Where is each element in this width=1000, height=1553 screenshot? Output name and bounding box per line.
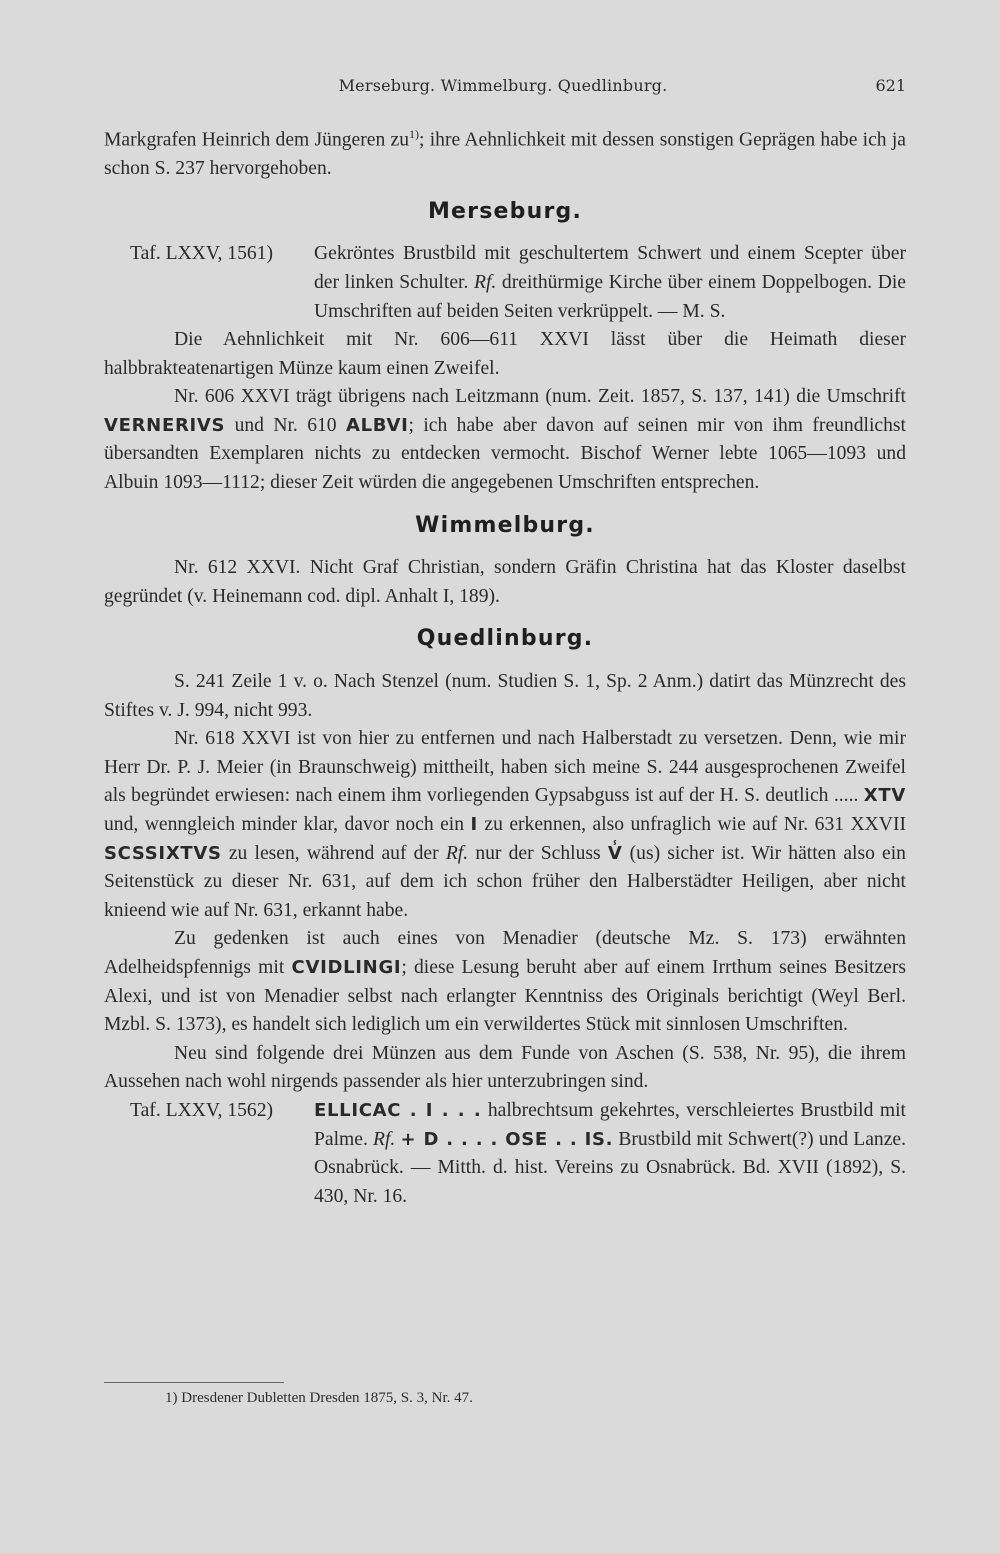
footnote-reference: 1): [409, 127, 420, 141]
quedlinburg-paragraph-3: [104, 925, 906, 1039]
reverse-abbrev: Rf.: [373, 1128, 396, 1150]
section-heading-wimmelburg: Wimmelburg.: [415, 512, 595, 538]
quedlinburg-paragraph-1: S. 241 Zeile 1 v. o. Nach Stenzel (num. Studien S. 1, Sp. 2 Anm.) datirt das Münzrecht des Stiftes v. J. 994, nicht 993.: [104, 671, 906, 721]
quedlinburg-p2-text-b: und, wenngleich minder klar, davor noch ein: [104, 814, 465, 835]
merseburg-p2-text-a: Nr. 606 XXVI trägt übrigens nach Leitzmann (num. Zeit. 1857, S. 137, 141) die Umschrift: [174, 386, 906, 408]
page-header: [100, 76, 906, 100]
inscription-cvidlingi: CVIDLINGI: [291, 956, 402, 978]
merseburg-paragraph-1: Die Aehnlichkeit mit Nr. 606—611 XXVI lässt über die Heimath dieser halbbrakteatenartigen Münze kaum einen Zweifel.: [104, 329, 906, 379]
inscription-xtv: XTV: [863, 785, 906, 807]
entry-text-b: dreithürmige Kirche über einem Doppelbogen. Die Umschriften auf beiden Seiten verkrüppelt. — M. S.: [314, 271, 906, 322]
quedlinburg-paragraph-2: [104, 725, 906, 925]
inscription-albvi: ALBVI: [345, 414, 409, 436]
quedlinburg-p2-text-f: (us) sicher ist. Wir hätten also ein Seitenstück zu dieser Nr. 631, auf dem ich schon früher den Halberstädter Heiligen, aber nicht knieend wie auf Nr. 631, erkannt habe.: [104, 842, 906, 921]
entry-text-b: Brustbild mit Schwert(?) und Lanze. Osnabrück. — Mitth. d. hist. Vereins zu Osnabrück. Bd. XVII (1892), S. 430, Nr. 16.: [314, 1128, 906, 1207]
inscription-verneriivs: VERNERIVS: [104, 414, 226, 436]
footnote-marker: 1): [165, 1390, 178, 1406]
quedlinburg-p3-text-a: Zu gedenken ist auch eines von Menadier (deutsche Mz. S. 173) erwähnten Adelheidspfennigs mit: [104, 928, 906, 978]
quedlinburg-p2-text-c: zu erkennen, also unfraglich wie auf Nr. 631 XXVII: [484, 814, 906, 835]
page-number: 621: [875, 76, 906, 95]
wimmelburg-paragraph: Nr. 612 XXVI. Nicht Graf Christian, sondern Gräfin Christina hat das Kloster daselbst gegründet (v. Heinemann cod. dipl. Anhalt I, 189).: [104, 557, 906, 607]
quedlinburg-p2-text-d: zu lesen, während auf der: [228, 842, 439, 864]
section-heading-quedlinburg: Quedlinburg.: [416, 626, 594, 652]
footnote-text: Dresdener Dubletten Dresden 1875, S. 3, Nr. 47.: [181, 1390, 473, 1406]
inscription-ellicac: ELLICAC . I . . .: [314, 1099, 482, 1121]
merseburg-p2-text-b: und Nr. 610: [234, 414, 337, 436]
inscription-reverse: + D . . . . OSE . . IS.: [400, 1128, 614, 1150]
reverse-abbrev: Rf.: [445, 842, 469, 864]
reverse-abbrev: Rf.: [473, 271, 497, 293]
entry-description: [314, 240, 906, 326]
entry-text-a: Gekröntes Brustbild mit geschultertem Schwert und einem Scepter über der linken Schulter.: [314, 243, 906, 293]
entry-reference: Taf. LXXV, 1562): [130, 1099, 274, 1121]
quedlinburg-p2-text-e: nur der Schluss: [475, 842, 601, 864]
inscription-i: I: [470, 814, 478, 835]
entry-text-a: halbrechtsum gekehrtes, verschleiertes Brustbild mit Palme.: [314, 1099, 906, 1150]
intro-text-a: Markgrafen Heinrich dem Jüngeren zu: [104, 129, 410, 151]
entry-reference: Taf. LXXV, 1561): [130, 243, 274, 265]
quedlinburg-paragraph-4: Neu sind folgende drei Münzen aus dem Funde von Aschen (S. 538, Nr. 95), die ihrem Aussehen nach wohl nirgends passender als hier unterzubringen sind.: [104, 1042, 906, 1093]
footnote-divider: [104, 1382, 284, 1383]
entry-description: [314, 1097, 906, 1211]
section-heading-merseburg: Merseburg.: [427, 198, 583, 224]
intro-text-c: ; ihre Aehnlichkeit mit dessen sonstigen Geprägen habe ich ja schon S. 237 hervorgehoben.: [104, 129, 906, 180]
coin-entry-1562: [104, 1097, 906, 1211]
merseburg-paragraph-2: [104, 383, 906, 497]
quedlinburg-p3-text-b: ; diese Lesung beruht aber auf einem Irrthum seines Besitzers Alexi, und ist von Menadier selbst nach erlangter Kenntniss des Originals berichtigt (Weyl Berl. Mzbl. S. 1373), es handelt sich lediglich um ein verwildertes Stück mit sinnlosen Umschriften.: [104, 956, 906, 1036]
merseburg-p2-text-c: ; ich habe aber davon auf seinen mir von ihm freundlichst übersandten Exemplaren nichts zu entdecken vermocht. Bischof Werner lebte 1065—1093 und Albuin 1093—1112; dieser Zeit würden die angegebenen Umschriften entsprechen.: [104, 414, 906, 494]
intro-paragraph: [104, 120, 906, 184]
coin-entry-1561: [104, 240, 906, 326]
running-title: Merseburg. Wimmelburg. Quedlinburg.: [338, 76, 668, 95]
inscription-scssixtvs: SCSSIXTVS: [104, 842, 222, 864]
quedlinburg-p2-text-a: Nr. 618 XXVI ist von hier zu entfernen und nach Halberstadt zu versetzen. Denn, wie mir Herr Dr. P. J. Meier (in Braunschweig) mittheilt, haben sich meine S. 244 ausgesprochenen Zweifel als begründet erwiesen: nach einem ihm vorliegenden Gypsabguss ist auf der H. S. deutlich .....: [104, 728, 906, 807]
footnote: [165, 1390, 473, 1407]
body-text: [104, 120, 906, 1211]
inscription-v: V̾: [607, 842, 623, 864]
